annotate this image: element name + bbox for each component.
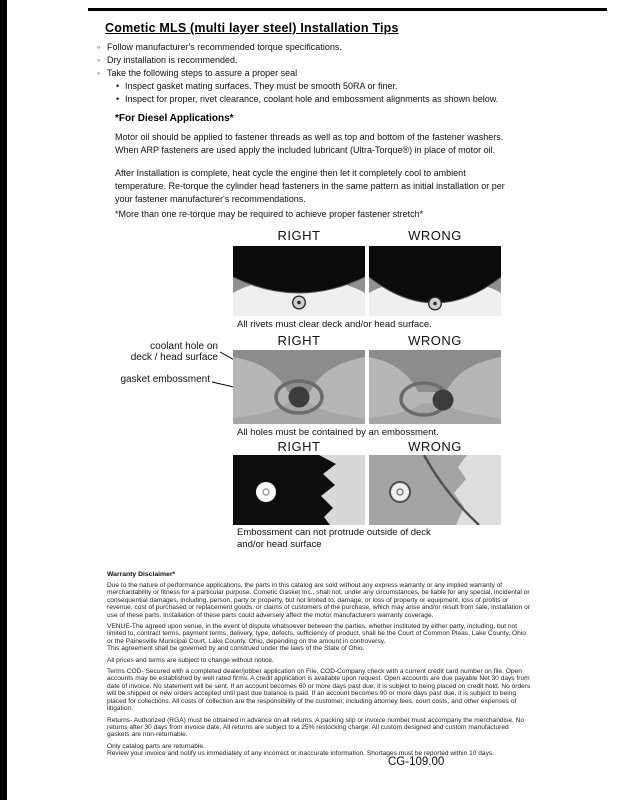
right-column-header: RIGHT xyxy=(277,228,321,243)
coolant-hole-label-line1: coolant hole on xyxy=(150,341,218,352)
protrusion-wrong-diagram xyxy=(369,455,501,525)
embossment-right-diagram xyxy=(233,350,365,424)
diesel-applications-heading: *For Diesel Applications* xyxy=(115,113,234,124)
tip-subitem: • Inspect for proper, rivet clearance, coolant hole and embossment alignments as shown below. xyxy=(97,93,577,106)
embossment-caption: All holes must be contained by an embossment. xyxy=(237,427,439,438)
wrong-column-header: WRONG xyxy=(408,439,462,454)
right-column-header: RIGHT xyxy=(277,333,321,348)
warranty-paragraph: This agreement shall be governed by and construed under the laws of the State of Ohio. xyxy=(107,645,365,653)
warranty-paragraph: All prices and terms are subject to change without notice. xyxy=(107,656,274,664)
tip-item: ◦ Take the following steps to assure a proper seal xyxy=(97,67,577,80)
warranty-paragraph: Due to the nature of performance applications, the parts in this catalog are sold without any express warranty or any implied warranty of merchantability or fitness for a particular purpose. Cometic Gasket Inc., shall not, under any circumstances, be liable for any special, incidental or consequential damages, including, person, party or property, but not limited to, damage, or loss of property or equipment, loss of profits or revenue, cost of purchased or replacement goods, or claims of customers of the purchase, which may arise and/or result from sale, installation or use of these parts. Installation of these parts could adversely affect the motor manufacturers warranty coverage. xyxy=(107,582,530,619)
rivet-wrong-diagram xyxy=(369,246,501,316)
retorque-note: *More than one re-torque may be required to achieve proper fastener stretch* xyxy=(115,209,424,219)
right-column-header: RIGHT xyxy=(277,439,321,454)
warranty-paragraph: Returns- Authorized (RGA) must be obtained in advance on all returns. A packing slip or invoice number must accompany the merchandise. No returns after 30 days from invoice date. All returns are subject to a 25% restocking charge. All custom designed and custom manufactured gaskets are non-returnable. xyxy=(107,716,525,739)
warranty-paragraph: VENUE-The agreed upon venue, in the event of dispute whatsoever between the parties, whether instituted by either party, including, but not limited to, contract terms, payment terms, delivery, type, defects, sufficiency of product, shall be the Court of Common Pleas, Lake County, Ohio or the Painesville Municipal Court, Lake County, Ohio, depending on the amount in controversy. xyxy=(107,623,526,645)
wrong-column-header: WRONG xyxy=(408,333,462,348)
embossment-wrong-diagram xyxy=(369,350,501,424)
diesel-paragraph: After Installation is complete, heat cycle the engine then let it completely cool to ambient temperature. Re-torque the cylinder head fasteners in the same pattern as initial installation or per your fastener manufacturer's recommendations. xyxy=(115,168,505,204)
warranty-paragraph: Only catalog parts are returnable. xyxy=(107,742,205,750)
embossment-right-illustration xyxy=(233,350,365,424)
coolant-hole-label-line2: deck / head surface xyxy=(130,352,218,363)
protrusion-wrong-illustration xyxy=(369,455,501,525)
embossment-wrong-illustration xyxy=(369,350,501,424)
warranty-heading: Warranty Disclaimer* xyxy=(107,571,176,578)
rivet-right-diagram xyxy=(233,246,365,316)
left-edge-bar xyxy=(0,0,7,800)
rivet-right-illustration xyxy=(233,246,365,316)
protrusion-caption: Embossment can not protrude outside of deck and/or head surface xyxy=(237,527,431,550)
protrusion-right-diagram xyxy=(233,455,365,525)
warranty-paragraph: Terms COD- Secured with a completed dealer/jobber application on File, COD-Company check with a current credit card number on file. Open accounts may be established by well rated firms. A credit application is available upon request. Open accounts are due payable Net 30 days from date of invoice. No statement will be sent. If an account becomes 60 or more days past due, it is subject to being placed on credit hold. No orders will be shipped or new orders accepted until past due balance is paid. If an account becomes 90 or more days past due, it is subject to being placed for collections. All costs of collection are the responsibility of the customer, including attorney fees, court costs, and other expenses of litigation. xyxy=(107,668,531,713)
warranty-paragraph: Review your invoice and notify us immediately of any incorrect or inaccurate information. Shortages must be reported within 10 days. xyxy=(107,750,495,758)
protrusion-right-illustration xyxy=(233,455,365,525)
diesel-paragraph: Motor oil should be applied to fastener threads as well as top and bottom of the fastener washers. When ARP fasteners are used apply the included lubricant (Ultra-Torque®) in place of motor oil. xyxy=(115,132,504,155)
document-number: CG-109.00 xyxy=(388,756,445,768)
coolant-hole-label xyxy=(118,341,218,363)
tip-subitem: • Inspect gasket mating surfaces. They must be smooth 50RA or finer. xyxy=(97,80,577,93)
tip-item: ◦ Dry installation is recommended. xyxy=(97,54,577,67)
warranty-section xyxy=(107,571,531,762)
rivet-caption: All rivets must clear deck and/or head surface. xyxy=(237,319,432,330)
wrong-column-header: WRONG xyxy=(408,228,462,243)
rivet-wrong-illustration xyxy=(369,246,501,316)
gasket-embossment-label: gasket embossment xyxy=(120,374,210,385)
top-rule xyxy=(88,8,607,11)
tip-item: ◦ Follow manufacturer's recommended torque specifications. xyxy=(97,41,577,54)
installation-tips-list xyxy=(97,41,577,106)
page-title: Cometic MLS (multi layer steel) Installation Tips xyxy=(105,21,399,35)
